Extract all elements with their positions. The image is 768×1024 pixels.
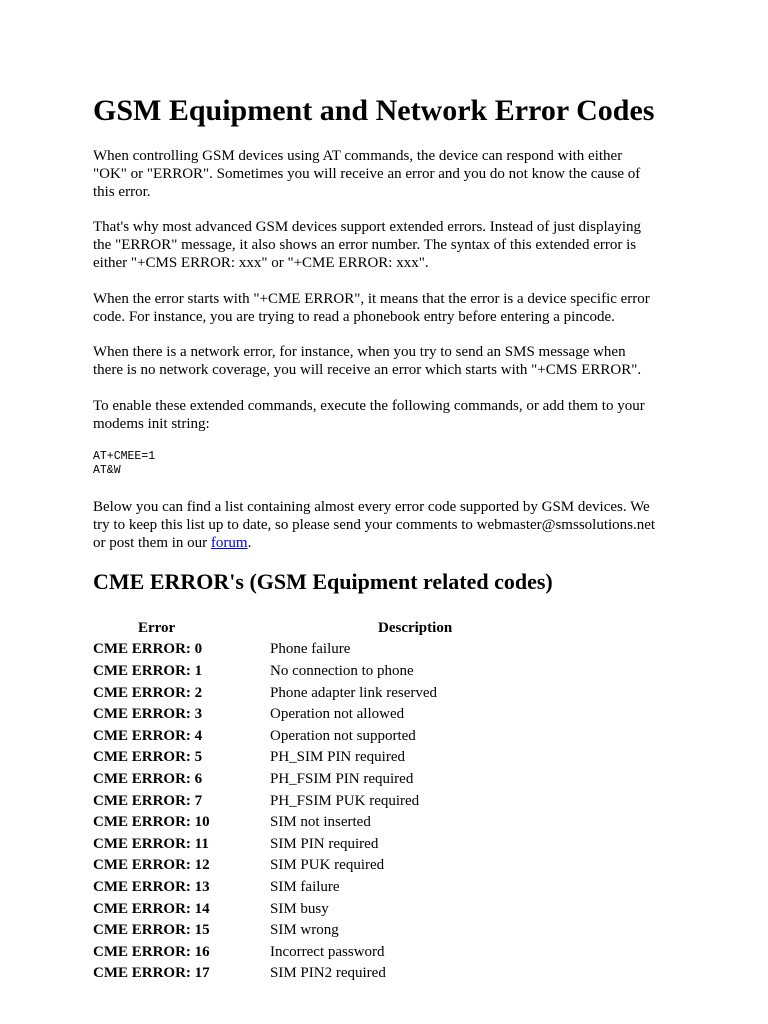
table-row <box>93 790 533 812</box>
paragraph-line: "OK" or "ERROR". Sometimes you will receive an error and you do not know the cause of <box>93 166 641 182</box>
section-title: CME ERROR's (GSM Equipment related codes) <box>93 569 553 594</box>
table-row <box>93 639 533 661</box>
error-description-cell: SIM not inserted <box>270 814 371 831</box>
table-row <box>93 876 533 898</box>
forum-link[interactable]: forum <box>210 535 248 551</box>
table-row <box>93 660 533 682</box>
paragraph-line: When there is a network error, for instance, when you try to send an SMS message when <box>93 344 626 360</box>
paragraph-line <box>93 534 693 552</box>
list-intro-paragraph <box>93 498 693 552</box>
error-description-cell: No connection to phone <box>270 662 414 679</box>
paragraph-line: modems init string: <box>93 416 210 432</box>
code-line: AT&W <box>93 464 121 477</box>
table-row <box>93 941 533 963</box>
error-description-cell: SIM PIN2 required <box>270 965 386 982</box>
error-description-cell: SIM failure <box>270 878 340 895</box>
table-row <box>93 682 533 704</box>
error-description-cell: Operation not supported <box>270 727 416 744</box>
error-code-cell: CME ERROR: 16 <box>93 943 210 960</box>
paragraph-text: . <box>247 535 252 551</box>
error-description-cell: SIM wrong <box>270 922 339 939</box>
at-command-code-block <box>93 450 155 478</box>
paragraph-line: the "ERROR" message, it also shows an error number. The syntax of this extended error is <box>93 237 637 253</box>
paragraph-line: To enable these extended commands, execute the following commands, or add them to your <box>93 398 645 414</box>
error-description-cell: SIM PUK required <box>270 857 385 874</box>
code-line: AT+CMEE=1 <box>93 450 156 463</box>
error-code-cell: CME ERROR: 6 <box>93 770 203 787</box>
paragraph-line: When controlling GSM devices using AT commands, the device can respond with either <box>93 148 623 164</box>
column-header-description: Description <box>378 619 453 636</box>
error-code-cell: CME ERROR: 4 <box>93 727 203 744</box>
page-title: GSM Equipment and Network Error Codes <box>93 94 655 127</box>
intro-paragraph-4 <box>93 343 693 379</box>
paragraph-line: this error. <box>93 184 151 200</box>
error-description-cell: SIM PIN required <box>270 835 379 852</box>
paragraph-line: try to keep this list up to date, so please send your comments to webmaster@smssolutions.net <box>93 517 656 533</box>
table-row <box>93 833 533 855</box>
error-description-cell: Incorrect password <box>270 943 385 960</box>
paragraph-line: either "+CMS ERROR: xxx" or "+CME ERROR: xxx". <box>93 255 429 271</box>
table-row <box>93 919 533 941</box>
error-description-cell: Operation not allowed <box>270 706 405 723</box>
error-code-cell: CME ERROR: 11 <box>93 835 209 852</box>
error-code-cell: CME ERROR: 12 <box>93 857 210 874</box>
table-row <box>93 855 533 877</box>
error-code-cell: CME ERROR: 13 <box>93 878 210 895</box>
paragraph-line: code. For instance, you are trying to read a phonebook entry before entering a pincode. <box>93 309 615 325</box>
table-body <box>93 639 533 985</box>
table-row <box>93 898 533 920</box>
error-description-cell: PH_FSIM PUK required <box>270 792 420 809</box>
paragraph-line: When the error starts with "+CME ERROR", it means that the error is a device specific error <box>93 291 650 307</box>
table-row <box>93 703 533 725</box>
error-code-cell: CME ERROR: 5 <box>93 749 203 766</box>
error-code-cell: CME ERROR: 17 <box>93 965 210 982</box>
error-code-cell: CME ERROR: 14 <box>93 900 210 917</box>
table-row <box>93 768 533 790</box>
error-code-cell: CME ERROR: 1 <box>93 662 203 679</box>
error-description-cell: PH_FSIM PIN required <box>270 770 414 787</box>
error-description-cell: SIM busy <box>270 900 329 917</box>
table-row <box>93 963 533 985</box>
intro-paragraph-1 <box>93 147 693 201</box>
error-description-cell: Phone failure <box>270 641 351 658</box>
intro-paragraph-2 <box>93 218 693 272</box>
paragraph-line: Below you can find a list containing almost every error code supported by GSM devices. We <box>93 499 650 515</box>
intro-paragraph-5 <box>93 397 693 433</box>
table-row <box>93 811 533 833</box>
error-code-cell: CME ERROR: 2 <box>93 684 203 701</box>
error-description-cell: PH_SIM PIN required <box>270 749 405 766</box>
table-row <box>93 725 533 747</box>
intro-paragraph-3 <box>93 290 693 326</box>
error-code-cell: CME ERROR: 3 <box>93 706 203 723</box>
paragraph-line: there is no network coverage, you will receive an error which starts with "+CMS ERROR". <box>93 362 642 378</box>
table-header-row <box>93 617 533 639</box>
paragraph-text: or post them in our <box>93 535 211 551</box>
error-code-cell: CME ERROR: 15 <box>93 922 210 939</box>
table-row <box>93 747 533 769</box>
column-header-error: Error <box>138 619 176 636</box>
error-code-cell: CME ERROR: 0 <box>93 641 203 658</box>
error-description-cell: Phone adapter link reserved <box>270 684 438 701</box>
cme-error-table <box>93 617 533 984</box>
paragraph-line: That's why most advanced GSM devices support extended errors. Instead of just displaying <box>93 219 642 235</box>
error-code-cell: CME ERROR: 7 <box>93 792 203 809</box>
error-code-cell: CME ERROR: 10 <box>93 814 210 831</box>
